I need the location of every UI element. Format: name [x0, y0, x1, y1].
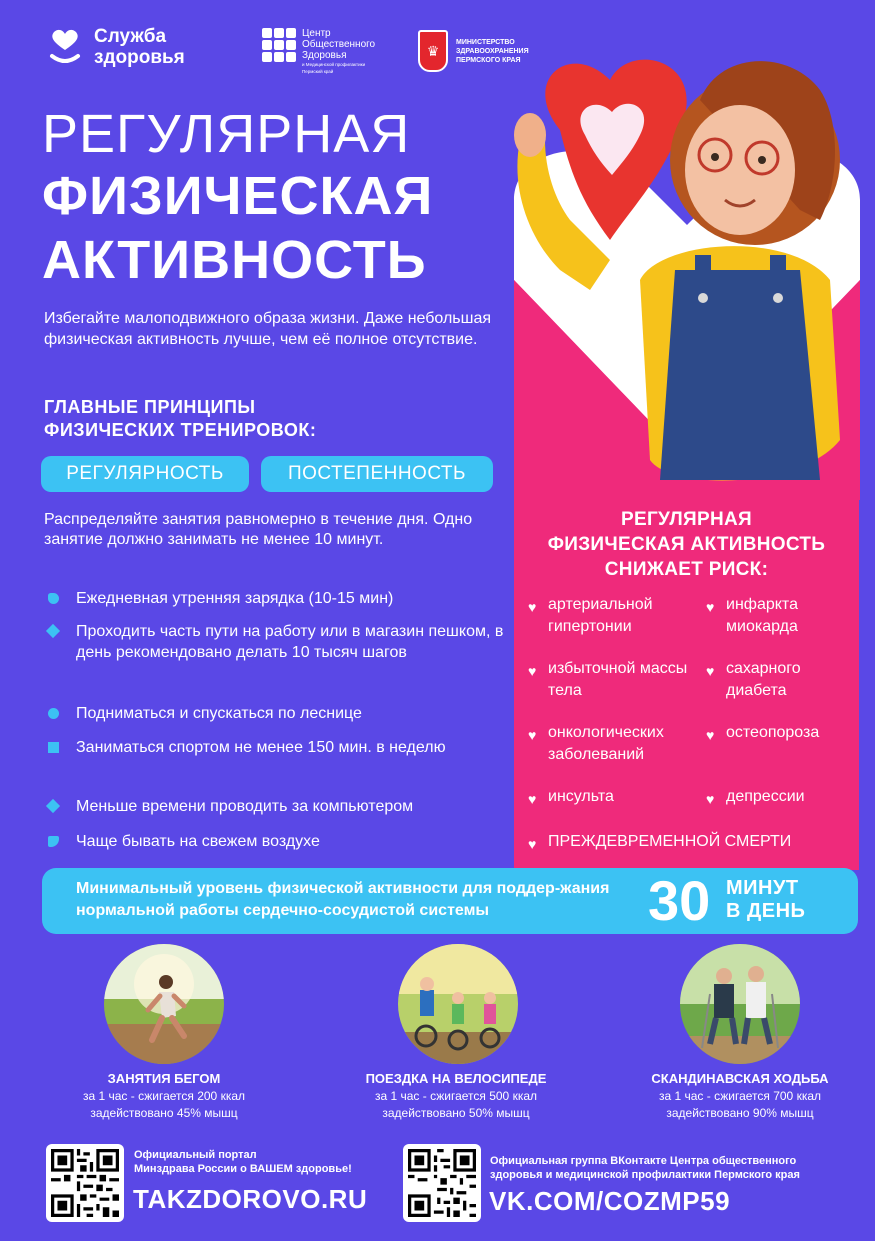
- czo-small-2: Пермский край: [302, 69, 334, 74]
- bullet-icon: [46, 624, 60, 638]
- banner-unit-line-1: МИНУТ: [726, 877, 799, 899]
- running-photo: [104, 944, 224, 1064]
- activity-kcal: за 1 час - сжигается 500 ккал: [374, 1089, 538, 1103]
- czo-grid-icon: [262, 28, 296, 62]
- czo-small-1: и Медицинской профилактики: [302, 62, 366, 67]
- footer-right-small-1: Официальная группа ВКонтакте Центра общественного: [490, 1155, 797, 1167]
- heart-icon: ♥: [528, 663, 537, 679]
- heart-icon: ♥: [706, 791, 715, 807]
- gradualness-tag: ПОСТЕПЕННОСТЬ: [261, 456, 493, 492]
- czo-line-3: Здоровья: [302, 50, 347, 61]
- title-line-1: РЕГУЛЯРНАЯ: [42, 104, 411, 164]
- regularity-tag: РЕГУЛЯРНОСТЬ: [41, 456, 249, 492]
- risk-item: ♥ остеопороза: [706, 722, 856, 744]
- risk-item-last: ♥ ПРЕЖДЕВРЕМЕННОЙ СМЕРТИ: [528, 831, 848, 853]
- tip-item: Подниматься и спускаться по леснице: [44, 703, 504, 724]
- character-illustration: [500, 40, 870, 490]
- banner-number: 30: [648, 869, 711, 932]
- risk-item: ♥ избыточной массы тела: [528, 660, 688, 699]
- bullet-icon: [48, 593, 59, 604]
- czo-logo: [262, 28, 375, 75]
- qr-code-vk[interactable]: [403, 1144, 481, 1222]
- risk-heading: [514, 507, 859, 582]
- coat-of-arms-icon: ♛: [418, 30, 448, 72]
- banner-text: Минимальный уровень физической активности для поддер-жания нормальной работы сердечно-сосудистой системы: [76, 880, 610, 919]
- activity-kcal: за 1 час - сжигается 200 ккал: [82, 1089, 246, 1103]
- principles-line-2: ФИЗИЧЕСКИХ ТРЕНИРОВОК:: [44, 420, 317, 440]
- risk-heading-line-2: ФИЗИЧЕСКАЯ АКТИВНОСТЬ: [547, 534, 826, 555]
- intro-text: Избегайте малоподвижного образа жизни. Даже небольшая физическая активность лучше, чем её полное отсутствие.: [44, 310, 492, 348]
- title-line-2: ФИЗИЧЕСКАЯ: [42, 166, 434, 226]
- bullet-icon: [48, 708, 59, 719]
- czo-line-2: Общественного: [302, 39, 376, 50]
- footer-left-small-1: Официальный портал: [134, 1149, 257, 1161]
- distribute-text: Распределяйте занятия равномерно в течение дня. Одно занятие должно занимать не менее 10 минут.: [44, 511, 473, 548]
- principles-heading: [44, 396, 424, 442]
- principles-line-1: ГЛАВНЫЕ ПРИНЦИПЫ: [44, 397, 256, 417]
- heart-icon: ♥: [706, 663, 715, 679]
- heart-icon: ♥: [528, 727, 537, 743]
- activity-title: ПОЕЗДКА НА ВЕЛОСИПЕДЕ: [365, 1071, 547, 1086]
- risk-item: ♥ артериальной гипертонии: [528, 596, 653, 635]
- bullet-icon: [48, 742, 59, 753]
- vk-link[interactable]: VK.COM/COZMP59: [489, 1186, 731, 1216]
- footer-left-small-2: Минздрава России о ВАШЕМ здоровье!: [134, 1163, 352, 1175]
- czo-line-1: Центр: [302, 28, 331, 39]
- heart-icon: ♥: [528, 836, 537, 852]
- cycling-photo: [398, 944, 518, 1064]
- brand-line-2: здоровья: [94, 47, 185, 68]
- tip-item: Заниматься спортом не менее 150 мин. в неделю: [44, 737, 504, 758]
- footer-left-caption: [134, 1148, 394, 1176]
- tip-item: Проходить часть пути на работу или в магазин пешком, в день рекомендовано делать 10 тысяч шагов: [44, 621, 504, 663]
- nordic-walking-photo: [680, 944, 800, 1064]
- ministry-line-2: ЗДРАВООХРАНЕНИЯ: [456, 47, 529, 55]
- ministry-line-3: ПЕРМСКОГО КРАЯ: [456, 56, 521, 64]
- risk-item: ♥ инфаркта миокарда: [706, 596, 798, 635]
- risk-item: ♥ сахарного диабета: [706, 660, 801, 699]
- title-line-3: АКТИВНОСТЬ: [42, 230, 427, 290]
- heart-icon: ♥: [706, 599, 715, 615]
- tip-item: Чаще бывать на свежем воздухе: [44, 831, 504, 852]
- risk-heading-line-3: СНИЖАЕТ РИСК:: [604, 559, 769, 580]
- banner-unit: [726, 877, 805, 923]
- activity-muscles: задействовано 90% мышц: [666, 1106, 814, 1120]
- activity-title: СКАНДИНАВСКАЯ ХОДЬБА: [651, 1071, 829, 1086]
- tip-item: Меньше времени проводить за компьютером: [44, 796, 504, 817]
- risk-item: ♥ онкологических заболеваний: [528, 724, 664, 763]
- heart-logo-icon: [48, 28, 82, 66]
- page-title: [42, 104, 502, 292]
- risk-item: ♥ инсульта: [528, 786, 698, 808]
- activity-title: ЗАНЯТИЯ БЕГОМ: [107, 1071, 221, 1086]
- footer-right-caption: [490, 1154, 850, 1182]
- heart-icon: ♥: [528, 599, 537, 615]
- footer-right-small-2: здоровья и медицинской профилактики Пермского края: [490, 1169, 800, 1181]
- takzdorovo-link[interactable]: TAKZDOROVO.RU: [133, 1184, 368, 1214]
- qr-code-icon: [51, 1149, 119, 1217]
- sluzhba-zdorovya-logo: [48, 26, 185, 68]
- risk-item: ♥ депрессии: [706, 786, 856, 808]
- tip-item: Ежедневная утренняя зарядка (10-15 мин): [44, 588, 504, 609]
- qr-code-takzdorovo[interactable]: [46, 1144, 124, 1222]
- banner-unit-line-2: В ДЕНЬ: [726, 900, 806, 922]
- heart-icon: ♥: [528, 791, 537, 807]
- qr-code-icon: [408, 1149, 476, 1217]
- activity-muscles: задействовано 45% мышц: [90, 1106, 238, 1120]
- activity-kcal: за 1 час - сжигается 700 ккал: [658, 1089, 822, 1103]
- bullet-icon: [48, 836, 59, 847]
- bullet-icon: [46, 799, 60, 813]
- heart-icon: ♥: [706, 727, 715, 743]
- risk-heading-line-1: РЕГУЛЯРНАЯ: [621, 509, 752, 530]
- brand-line-1: Служба: [94, 26, 167, 47]
- ministry-line-1: МИНИСТЕРСТВО: [456, 38, 515, 46]
- activity-muscles: задействовано 50% мышц: [382, 1106, 530, 1120]
